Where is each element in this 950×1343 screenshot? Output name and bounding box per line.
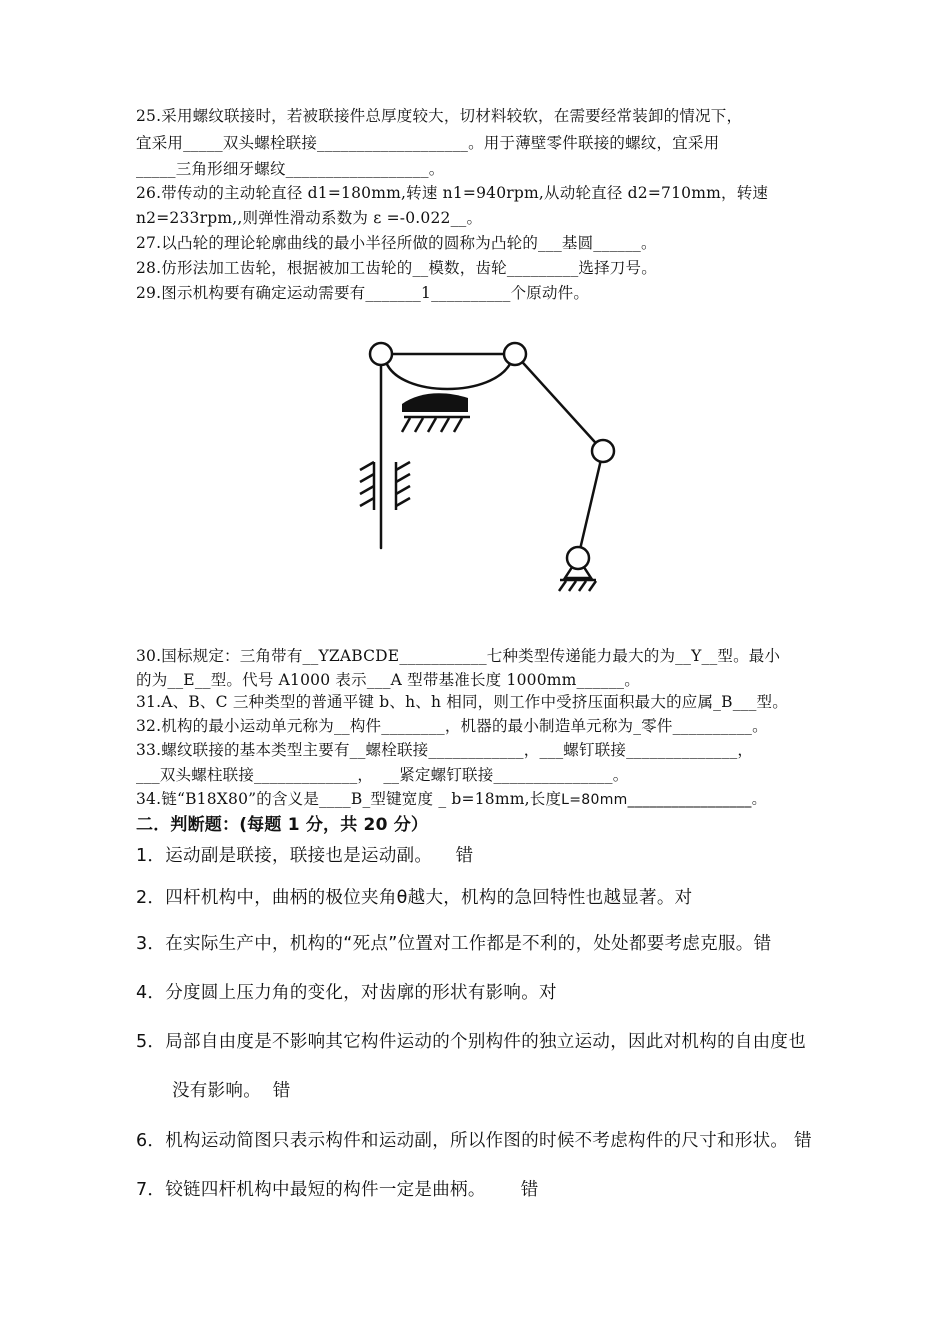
joint-a bbox=[370, 343, 392, 365]
question-30-line-1: 30.国标规定：三角带有__YZABCDE___________七种类型传递能力最大的为__Y__型。最小 bbox=[136, 647, 781, 665]
question-34-text: 34.链“B18X80”的含义是____B_型键宽度 _ b=18mm,长度 bbox=[136, 790, 562, 808]
question-33-line-1: 33.螺纹联接的基本类型主要有__螺栓联接____________，___螺钉联接______________， bbox=[136, 741, 754, 759]
question-34-length: L=80mm_________________。 bbox=[561, 792, 766, 808]
tf-item-2: 2．四杆机构中，曲柄的极位夹角θ越大，机构的急回特性也越显著。对 bbox=[136, 888, 693, 908]
question-27: 27.以凸轮的理论轮廓曲线的最小半径所做的圆称为凸轮的___基圆______。 bbox=[136, 234, 657, 252]
tf-item-6: 6．机构运动简图只表示构件和运动副，所以作图的时候不考虑构件的尺寸和形状。 错 bbox=[136, 1131, 812, 1151]
question-26-line-1: 26.带传动的主动轮直径 d1=180mm,转速 n1=940rpm,从动轮直径 d2=710mm，转速 bbox=[136, 184, 769, 202]
joint-d bbox=[567, 547, 589, 569]
roller-body bbox=[402, 393, 468, 412]
rocker-link bbox=[578, 451, 603, 558]
section-heading-true-false: 二．判断题：(每题 1 分，共 20 分） bbox=[136, 815, 429, 835]
question-26-line-2: n2=233rpm,,则弹性滑动系数为 ε =-0.022__。 bbox=[136, 209, 483, 227]
question-29: 29.图示机构要有确定运动需要有_______1__________个原动件。 bbox=[136, 284, 590, 302]
arc-link bbox=[386, 362, 511, 389]
tf-item-4: 4．分度圆上压力角的变化，对齿廓的形状有影响。对 bbox=[136, 983, 557, 1003]
question-33-line-2: ___双头螺柱联接_____________， __紧定螺钉联接_______________。 bbox=[136, 766, 629, 784]
question-34 bbox=[136, 787, 766, 809]
tf-item-1: 1．运动副是联接，联接也是运动副。 错 bbox=[136, 846, 474, 866]
tf-item-5-line-1: 5．局部自由度是不影响其它构件运动的个别构件的独立运动，因此对机构的自由度也 bbox=[136, 1032, 807, 1052]
question-25-line-3: _____三角形细牙螺纹__________________。 bbox=[136, 160, 445, 178]
mechanism-diagram bbox=[340, 325, 630, 595]
question-28: 28.仿形法加工齿轮，根据被加工齿轮的__模数，齿轮_________选择刀号。 bbox=[136, 259, 657, 277]
question-32: 32.机构的最小运动单元称为__构件________，机器的最小制造单元称为_零件__________。 bbox=[136, 717, 768, 735]
question-31: 31.A、B、C 三种类型的普通平键 b、h、h 相同，则工作中受挤压面积最大的应属_B___型。 bbox=[136, 693, 788, 711]
crank-link bbox=[515, 354, 603, 451]
ground-hatch-top bbox=[402, 417, 470, 432]
question-30-line-2: 的为__E__型。代号 A1000 表示___A 型带基准长度 1000mm______。 bbox=[136, 671, 640, 689]
tf-item-3: 3．在实际生产中，机构的“死点”位置对工作都是不利的，处处都要考虑克服。错 bbox=[136, 934, 772, 954]
joint-c bbox=[592, 440, 614, 462]
tf-item-5-line-2: 没有影响。 错 bbox=[172, 1081, 291, 1101]
question-25-line-2: 宜采用_____双头螺栓联接___________________。用于薄壁零件联接的螺纹，宜采用 bbox=[136, 134, 720, 152]
question-25-line-1: 25.采用螺纹联接时，若被联接件总厚度较大，切材料较软，在需要经常装卸的情况下， bbox=[136, 107, 743, 125]
joint-b bbox=[504, 343, 526, 365]
tf-item-7: 7．铰链四杆机构中最短的构件一定是曲柄。 错 bbox=[136, 1180, 539, 1200]
slider-guides bbox=[360, 462, 410, 510]
